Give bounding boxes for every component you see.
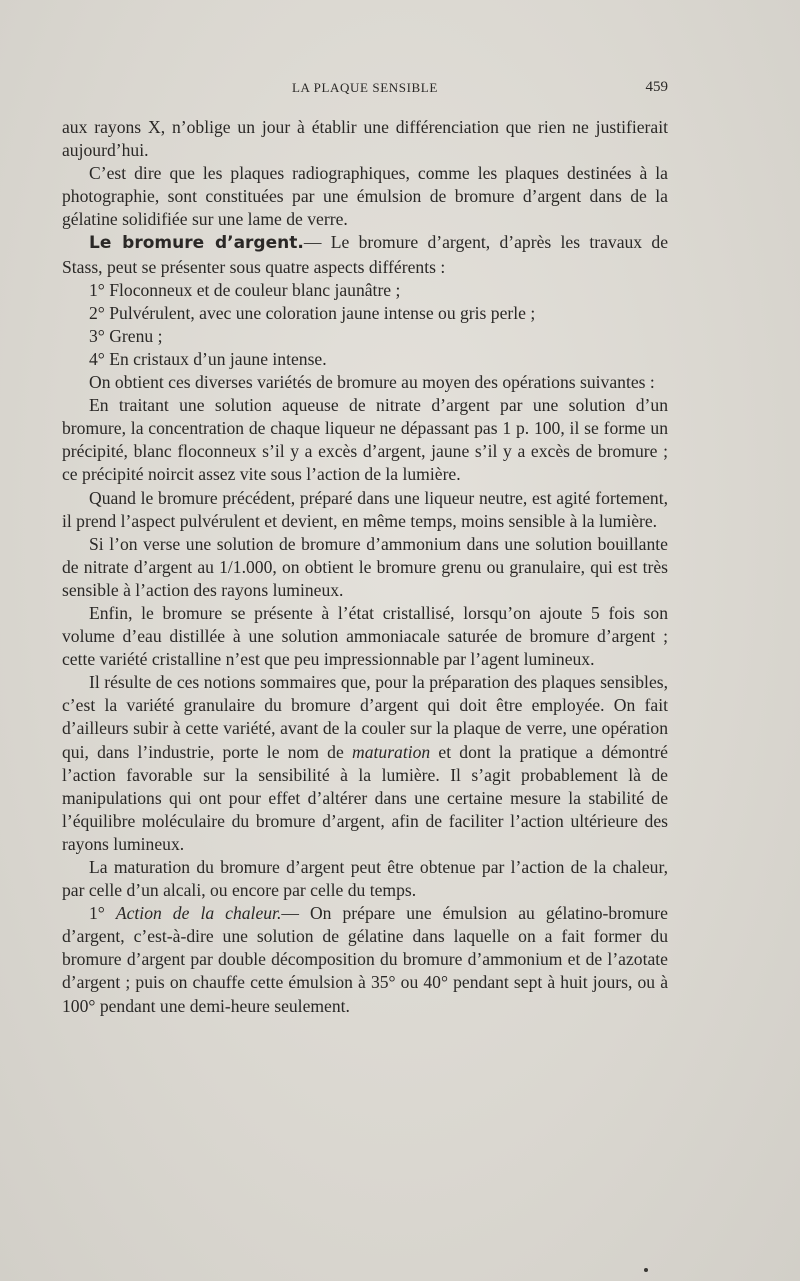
list-item-4: 4° En cristaux d’un jaune intense.: [89, 348, 327, 369]
running-header: [62, 80, 668, 100]
paragraph-6: Quand le bromure précédent, préparé dans une liqueur neutre, est agité fortement, il prend l’aspect pulvérulent et devient, en même temps, moins sensible à la lumière.: [62, 487, 668, 531]
paragraph-2: C’est dire que les plaques radiographiques, comme les plaques destinées à la photographie, sont constituées par une émulsion de bromure d’argent dans de la gélatine solidifiée sur une lame de verre.: [62, 163, 668, 230]
paragraph-3: [62, 231, 668, 278]
section-heading: Le bromure d’argent.: [89, 233, 304, 254]
list-item-1: 1° Floconneux et de couleur blanc jaunâtre ;: [89, 279, 401, 300]
paragraph-7: Si l’on verse une solution de bromure d’ammonium dans une solution bouillante de nitrate d’argent au 1/1.000, on obtient le bromure grenu ou granulaire, qui est très sensible à l’action des rayons lumineux.: [62, 533, 668, 600]
paragraph-9: [62, 671, 668, 856]
maturation-term: maturation: [352, 741, 431, 762]
paragraph-1: aux rayons X, n’oblige un jour à établir une différenciation que rien ne justifierait aujourd’hui.: [62, 117, 668, 161]
page-number: 459: [645, 79, 668, 95]
paragraph-3-text: — Le bromure d’argent, d’après les travaux de Stass, peut se présenter sous quatre aspects différents :: [62, 232, 669, 277]
subsection-heading: Action de la chaleur.: [115, 903, 282, 924]
list-item-2: 2° Pulvérulent, avec une coloration jaune intense ou gris perle ;: [89, 302, 536, 323]
ink-speck: [644, 1268, 648, 1272]
paragraph-11-number: 1°: [89, 903, 116, 924]
body-text: [62, 116, 668, 1018]
paragraph-8: Enfin, le bromure se présente à l’état cristallisé, lorsqu’on ajoute 5 fois son volume d’eau distillée à une solution ammoniacale saturée de bromure d’argent ; cette variété cristalline n’est que peu impressionnable par l’agent lumineux.: [62, 602, 668, 670]
paragraph-11-text: — On prépare une émulsion au gélatino-bromure d’argent, c’est-à-dire une solution de gélatine dans laquelle on a fait former du bromure d’argent par double décomposition du bromure d’ammonium et de l’azotate d’argent ; puis on chauffe cette émulsion à 35° ou 40° pendant sept à huit jours, ou à 100° pendant une demi-heure seulement.: [62, 903, 668, 1016]
running-title: LA PLAQUE SENSIBLE: [292, 80, 438, 95]
paragraph-5: En traitant une solution aqueuse de nitrate d’argent par une solution d’un bromure, la concentration de chaque liqueur ne dépassant pas 1 p. 100, il se forme un précipité, blanc floconneux s’il y a excès d’argent, jaune s’il y a excès de bromure ; ce précipité noircit assez vite sous l’action de la lumière.: [62, 395, 668, 485]
paragraph-9-end: et dont la pratique a démontré l’action favorable sur la sensibilité à la lumière. Il s’agit probablement là de manipulations qui ont pour effet d’altérer dans une certaine mesure la stabilité de l’équilibre moléculaire du bromure d’argent, afin de faciliter l’action ultérieure des rayons lumineux.: [62, 741, 668, 854]
paragraph-11: [62, 902, 668, 1017]
paragraph-4: On obtient ces diverses variétés de bromure au moyen des opérations suivantes :: [89, 372, 655, 393]
paragraph-9-start: Il résulte de ces notions sommaires que, pour la préparation des plaques sensibles, c’est la variété granulaire du bromure d’argent qui doit être employée. On fait d’ailleurs subir à cette variété, avant de la couler sur la plaque de verre, une opération qui, dans l’industrie, porte le nom de: [62, 672, 668, 762]
list-item-3: 3° Grenu ;: [89, 325, 163, 346]
paragraph-10: La maturation du bromure d’argent peut être obtenue par l’action de la chaleur, par celle d’un alcali, ou encore par celle du temps.: [62, 857, 668, 901]
